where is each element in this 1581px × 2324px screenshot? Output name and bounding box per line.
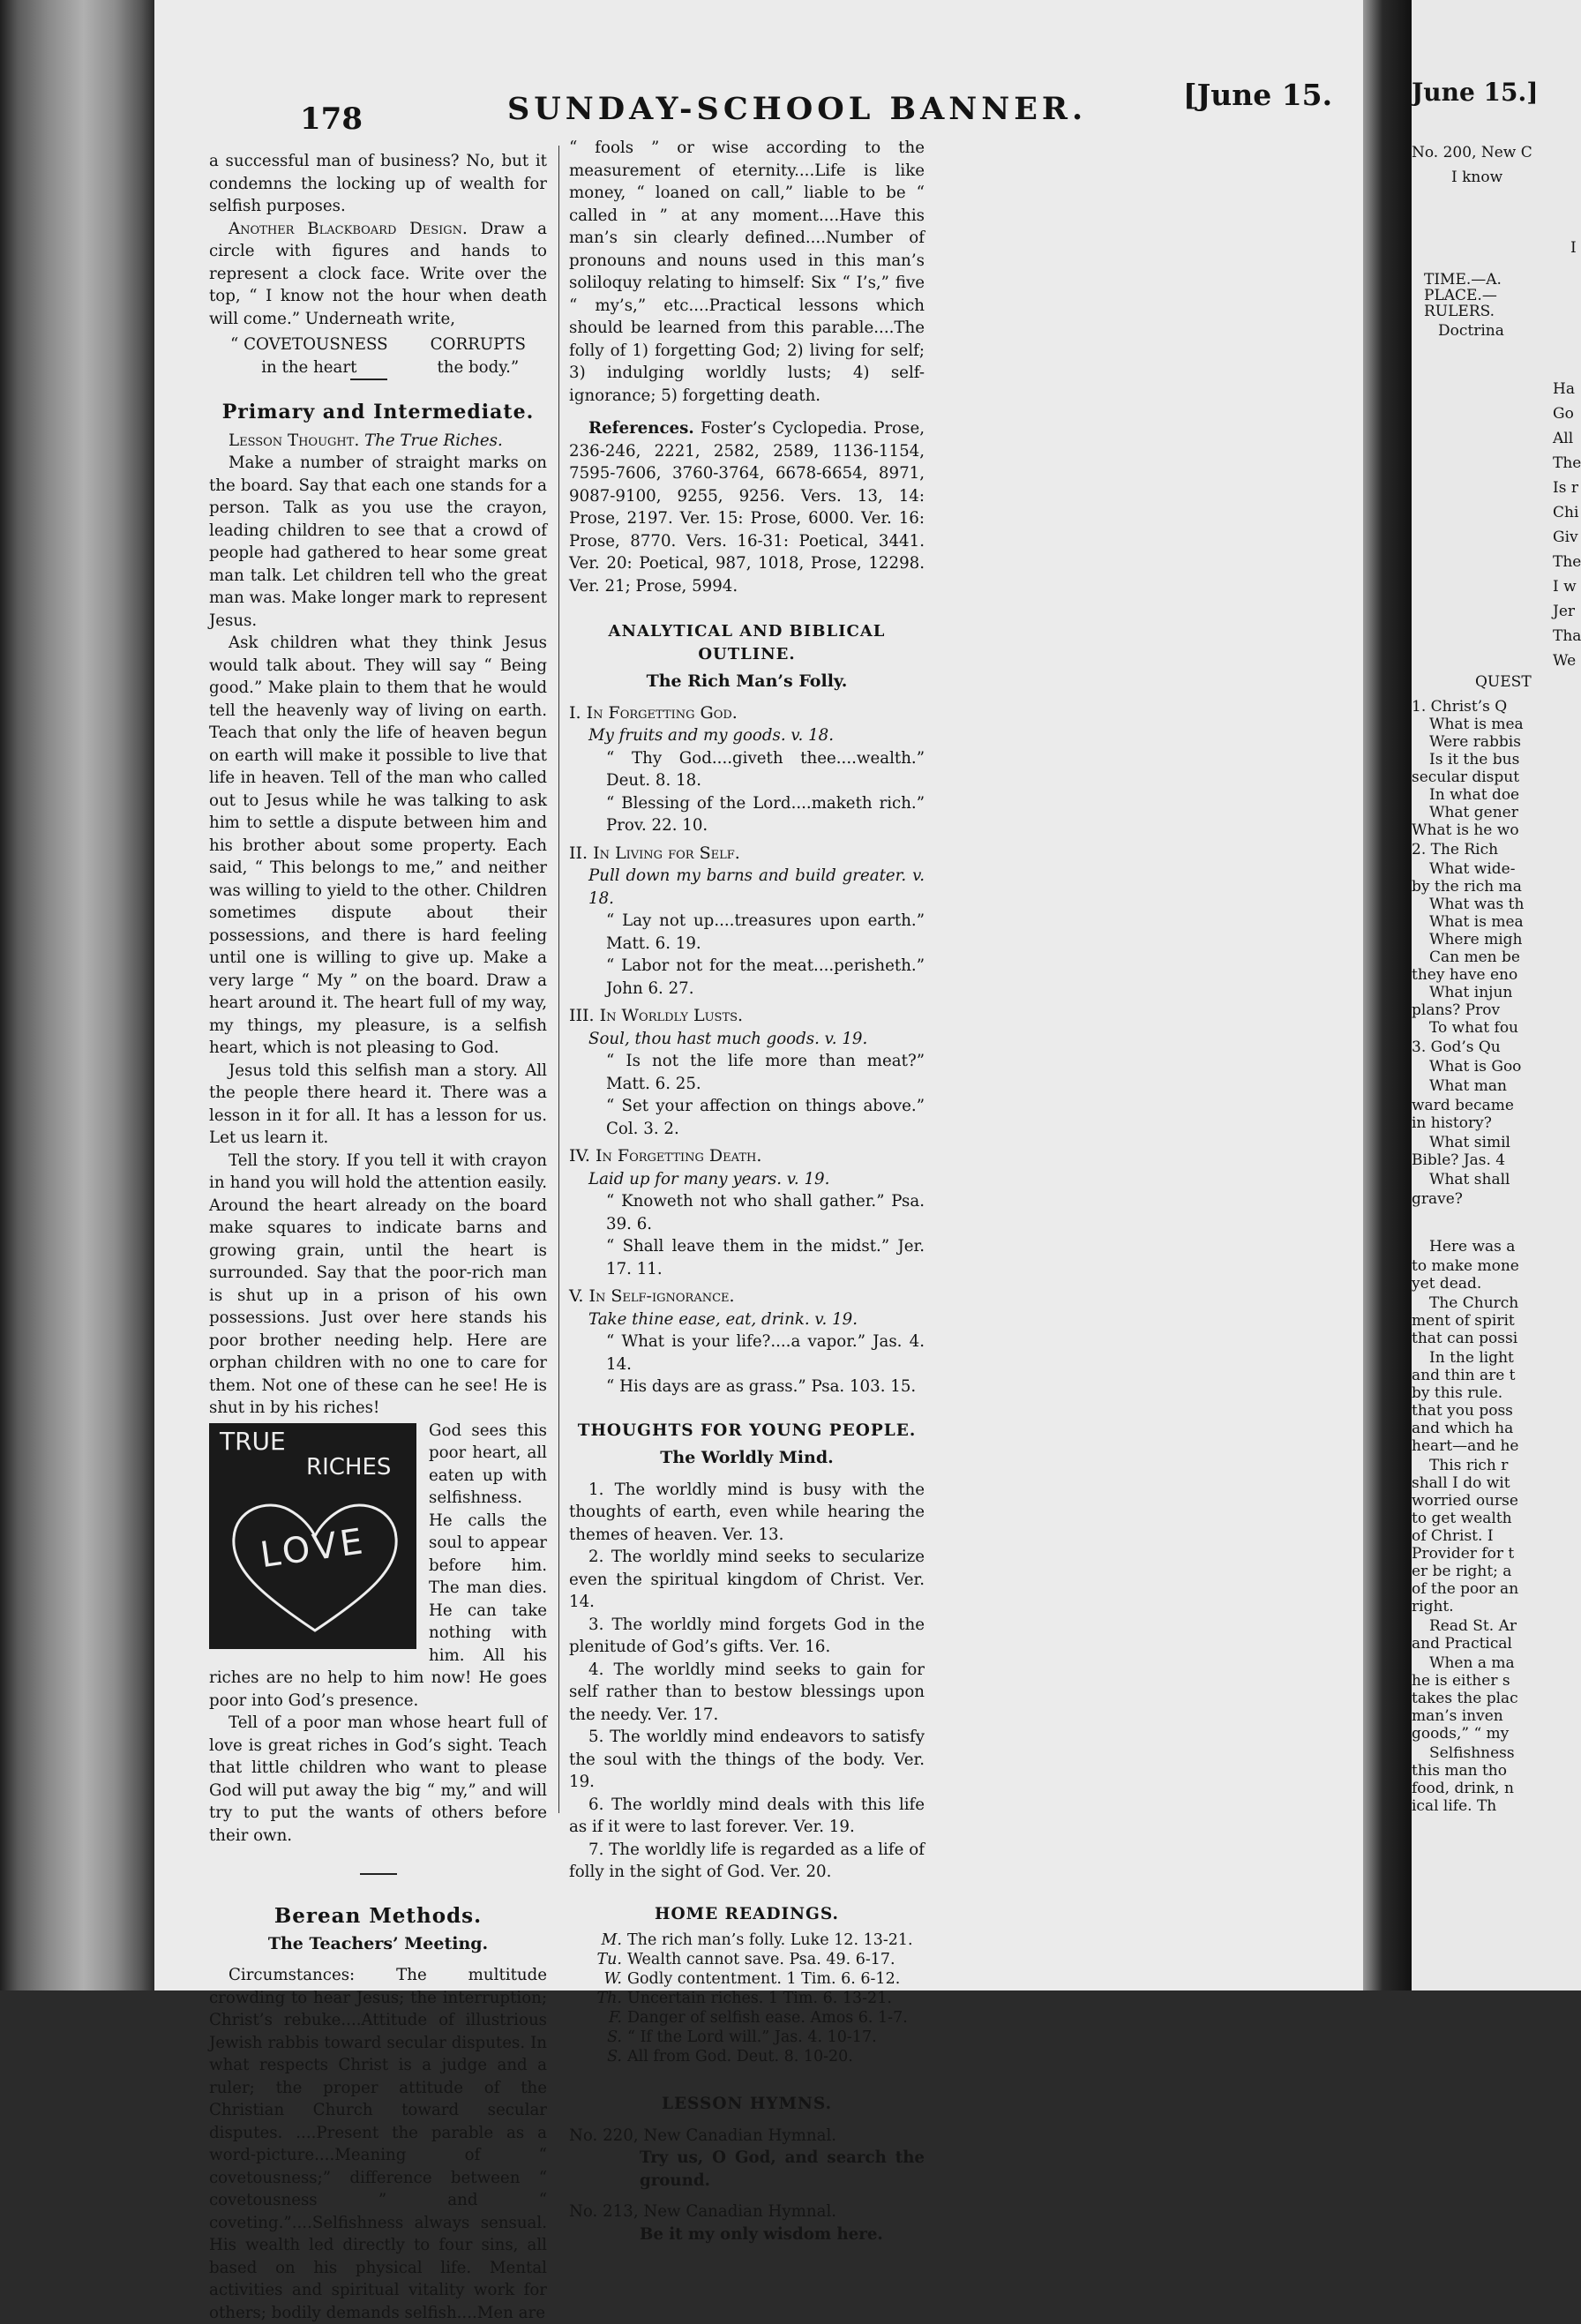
right-page-line: QUEST (1475, 673, 1532, 691)
right-page-line: man’s inven (1412, 1707, 1503, 1725)
right-page-line: to make mone (1412, 1257, 1519, 1275)
right-page-line: Provider for t (1412, 1545, 1515, 1563)
outline-reference: “ Thy God....giveth thee....wealth.” Deut. 8. 18. (606, 748, 925, 790)
thought-item: 2. The worldly mind seeks to secularize even the spiritual kingdom of Christ. Ver. 14. (569, 1548, 925, 1611)
outline-section-heading: V. In Self-ignorance. (569, 1286, 735, 1306)
outline-section-heading: I. In Forgetting God. (569, 702, 738, 723)
right-page-line: that you poss (1412, 1402, 1513, 1420)
primary-paragraph-1: Make a number of straight marks on the board. Say that each one stands for a person. Talk as you use the crayon, leading children to see that a crowd of people had gathered to hear some great man talk. Let children tell who the great man was. Make longer mark to represent Jesus. (209, 454, 547, 630)
right-page-line: that can possi (1412, 1330, 1518, 1347)
references-paragraph (569, 417, 925, 597)
right-page-line: What is Goo (1429, 1058, 1522, 1076)
right-page-line: What is mea (1429, 913, 1524, 931)
right-page-line: of Christ. I (1412, 1527, 1494, 1545)
right-page-line: What shall (1429, 1171, 1510, 1188)
right-page-line: All (1553, 430, 1574, 447)
right-page-line: and Practical (1412, 1635, 1512, 1653)
outline-text: My fruits and my goods. v. 18. (588, 726, 835, 745)
right-page-line: RULERS. (1424, 303, 1495, 320)
reading-day: W. (603, 1970, 622, 1988)
home-readings-heading: HOME READINGS. (655, 1904, 839, 1923)
right-page-line: 3. God’s Qu (1412, 1038, 1501, 1056)
reading-text: Godly contentment. 1 Tim. 6. 6-12. (627, 1970, 901, 1988)
page-number: 178 (300, 101, 363, 137)
right-page-line: TIME.—A. (1424, 271, 1502, 289)
reading-text: Danger of selfish ease. Amos 6. 1-7. (627, 2009, 908, 2027)
reading-day: Tu. (596, 1951, 622, 1968)
reading-text: Wealth cannot save. Psa. 49. 6-17. (627, 1951, 895, 1968)
quote-word-covetousness: “ COVETOUSNESS (230, 335, 388, 354)
lesson-thought (209, 430, 547, 453)
design-quote (209, 334, 547, 379)
right-page-line: 1. Christ’s Q (1412, 698, 1508, 716)
outline-reference: “ His days are as grass.” Psa. 103. 15. (606, 1377, 917, 1396)
right-page-line: The (1553, 454, 1581, 472)
right-page-line: Is r (1553, 479, 1578, 497)
thought-item: 7. The worldly life is regarded as a life of folly in the sight of God. Ver. 20. (569, 1840, 925, 1881)
right-page-line: secular disput (1412, 768, 1520, 786)
reading-text: The rich man’s folly. Luke 12. 13-21. (627, 1931, 913, 1949)
right-page-line: What wide- (1429, 860, 1516, 878)
left-page (154, 0, 1363, 2322)
quote-word-heart: in the heart (261, 357, 357, 377)
right-page-line: they have eno (1412, 966, 1518, 984)
reading-text: All from God. Deut. 8. 10-20. (627, 2048, 853, 2065)
box-word-love: LOVE (258, 1520, 369, 1576)
right-page-line: This rich r (1429, 1457, 1509, 1474)
right-page-line: I know (1451, 169, 1503, 186)
right-page-line: Bible? Jas. 4 (1412, 1151, 1506, 1169)
book-spine (0, 0, 154, 1990)
right-page-line: I (1570, 239, 1577, 257)
right-page-line: PLACE.— (1424, 287, 1497, 304)
lesson-thought-label: Lesson Thought. (229, 431, 360, 450)
right-page-line: No. 200, New C (1412, 144, 1532, 161)
column-rule (558, 146, 559, 1813)
thought-item: 5. The worldly mind endeavors to satisfy the soul with the things of the body. Ver. 19. (569, 1728, 925, 1791)
right-page-line: What gener (1429, 804, 1518, 821)
outline-reference: “ Shall leave them in the midst.” Jer. 17. 11. (606, 1237, 925, 1278)
right-page-line: Where migh (1429, 931, 1523, 948)
right-page-line: this man tho (1412, 1762, 1507, 1780)
reading-text: “ If the Lord will.” Jas. 4. 10-17. (627, 2028, 877, 2046)
outline-text: Soul, thou hast much goods. v. 19. (588, 1029, 868, 1048)
box-word-true: TRUE (220, 1426, 286, 1456)
right-page-line: To what fou (1429, 1019, 1519, 1037)
right-page-line: and which ha (1412, 1420, 1514, 1437)
outline-text: Laid up for many years. v. 19. (588, 1169, 830, 1188)
outline-section-heading: II. In Living for Self. (569, 843, 740, 863)
home-reading-row (585, 1989, 925, 2008)
primary-paragraph-6: Tell of a poor man whose heart full of love is great riches in God’s sight. Teach that little children who want to please God will put away the big “ my,” and will try to put the wants of others before their own. (209, 1713, 547, 1845)
references-text: Foster’s Cyclopedia. Prose, 236-246, 2221, 2582, 2589, 1136-1154, 7595-7606, 3760-3764, 6678-6654, 8971, 9087-9100, 9255, 9256. Vers. 13, 14: Prose, 2197. Ver. 15: Prose, 6000. Ver. 16: Prose, 8770. Vers. 16-31: Poetical, 3441. Ver. 20: Poetical, 987, 1018, Prose, 12298. Ver. 21; Prose, 5994. (569, 419, 925, 596)
home-reading-row (585, 2008, 925, 2028)
blackboard-design-paragraph (209, 218, 547, 331)
home-reading-row (585, 2028, 925, 2047)
home-reading-row (585, 2047, 925, 2066)
divider (350, 379, 387, 380)
berean-heading: Berean Methods. (273, 1904, 483, 1928)
right-page-line: The Church (1429, 1294, 1519, 1312)
right-page-line: We (1553, 652, 1577, 670)
outline-reference: “ Set your affection on things above.” Col. 3. 2. (606, 1097, 925, 1138)
right-page-line: Were rabbis (1429, 733, 1521, 751)
divider (360, 1873, 397, 1875)
right-page-line: When a ma (1429, 1654, 1515, 1672)
right-page-line: yet dead. (1412, 1275, 1482, 1293)
quote-word-corrupts: CORRUPTS (430, 335, 526, 354)
hymn-line: Be it my only wisdom here. (640, 2224, 883, 2244)
right-page-line: Chi (1553, 504, 1579, 521)
right-page-line: Here was a (1429, 1238, 1516, 1256)
thoughts-list (569, 1479, 925, 1884)
reading-text: Uncertain riches. 1 Tim. 6. 13-21. (627, 1990, 892, 2007)
home-reading-row (585, 1930, 925, 1950)
right-page-line: Is it the bus (1429, 751, 1520, 768)
right-page-line: What simil (1429, 1134, 1510, 1151)
column-left (209, 150, 547, 2324)
right-page-line: What was th (1429, 896, 1525, 913)
outline-text: Take thine ease, eat, drink. v. 19. (588, 1309, 858, 1329)
right-page-line: Tha (1553, 627, 1581, 645)
right-page-line: ment of spirit (1412, 1312, 1515, 1330)
right-page-line: What man (1429, 1077, 1507, 1095)
page-date: [June 15. (1183, 78, 1333, 112)
page-gutter (1363, 0, 1412, 1990)
primary-paragraph-5: God sees this poor heart, all eaten up with selfishness. He calls the soul to appear before him. The man dies. He can take nothing with him. All his riches are no help to him now! He goes poor into God’s presence. (209, 1421, 547, 1710)
right-page-line: What is mea (1429, 716, 1524, 733)
outline-list (569, 702, 925, 1398)
thoughts-subheading: The Worldly Mind. (660, 1448, 834, 1467)
right-page-line: and thin are t (1412, 1367, 1516, 1384)
outline-reference: “ Blessing of the Lord....maketh rich.” Prov. 22. 10. (606, 793, 925, 835)
true-riches-blackboard-illustration (209, 1423, 416, 1649)
right-page-line: in history? (1412, 1114, 1492, 1132)
hymn-line: Try us, O God, and search the ground. (640, 2148, 925, 2190)
right-page-line: to get wealth (1412, 1510, 1512, 1527)
right-page-date: June 15.] (1412, 78, 1539, 107)
right-page-line: Go (1553, 405, 1574, 423)
lesson-thought-title: The True Riches. (364, 431, 503, 450)
right-page-line: Doctrina (1438, 322, 1504, 340)
right-page-line: Jer (1553, 603, 1576, 620)
blackboard-design-text: Draw a circle with figures and hands to represent a clock face. Write over the top, “ I know not the hour when death will come.” Underneath write, (209, 219, 548, 328)
right-page-line: The (1553, 553, 1581, 571)
teachers-meeting-heading: The Teachers’ Meeting. (267, 1933, 489, 1953)
outline-section-heading: III. In Worldly Lusts. (569, 1006, 744, 1025)
right-page-line: Can men be (1429, 948, 1520, 966)
intro-paragraph: a successful man of business? No, but it condemns the locking up of wealth for selfish purposes. (209, 152, 547, 215)
right-page-line: What injun (1429, 984, 1513, 1001)
right-page-line: food, drink, n (1412, 1780, 1514, 1797)
right-page-line: goods,” “ my (1412, 1725, 1510, 1743)
outline-reference: “ Labor not for the meat....perisheth.” John 6. 27. (606, 956, 925, 998)
right-page-line: What is he wo (1412, 821, 1519, 839)
running-title: SUNDAY-SCHOOL BANNER. (507, 91, 1088, 127)
right-page-line: Giv (1553, 529, 1578, 546)
thoughts-heading: THOUGHTS FOR YOUNG PEOPLE. (577, 1421, 917, 1440)
reading-day: S. (607, 2048, 622, 2065)
right-page-line: ward became (1412, 1097, 1514, 1114)
home-reading-row (585, 1950, 925, 1969)
blackboard-design-label: Another Blackboard Design. (229, 219, 468, 238)
home-reading-row (585, 1969, 925, 1989)
right-page-line: In the light (1429, 1349, 1514, 1367)
teachers-meeting-paragraph: Circumstances: The multitude crowding to hear Jesus; the interruption; Christ’s rebuke....Attitude of illustrious Jewish rabbis toward secular disputes. In what respects Christ is a judge and a ruler; the proper attitude of the Christian Church toward secular disputes. ....Present the parable as a word-picture....Meaning of “ covetousness;” difference between “ covetousness ” and “ coveting.”....Selfishness always sensual. His wealth led directly to four sins, all based on his physical life. Mental activities and spiritual vitality work for others; bodily demands selfish....Men are (209, 1966, 547, 2322)
references-label: References. (588, 419, 694, 438)
reading-day: F. (609, 2009, 622, 2027)
reading-day: M. (601, 1931, 622, 1949)
right-page-line: er be right; a (1412, 1563, 1512, 1580)
right-page-line: of the poor an (1412, 1580, 1519, 1598)
right-page-line: takes the plac (1412, 1690, 1518, 1707)
right-page-line: In what doe (1429, 786, 1520, 804)
outline-reference: “ What is your life?....a vapor.” Jas. 4. 14. (606, 1332, 925, 1374)
outline-reference: “ Is not the life more than meat?” Matt. 6. 25. (606, 1052, 925, 1093)
outline-subheading: The Rich Man’s Folly. (646, 671, 848, 691)
reading-day: S. (607, 2028, 622, 2046)
right-page-line: ical life. Th (1412, 1797, 1497, 1815)
primary-heading: Primary and Intermediate. (221, 401, 535, 424)
right-page-line: right. (1412, 1598, 1454, 1616)
right-page-line: worried ourse (1412, 1492, 1518, 1510)
thought-item: 1. The worldly mind is busy with the thoughts of earth, even while hearing the themes of heaven. Ver. 13. (569, 1480, 925, 1544)
column-right (569, 137, 925, 2245)
outline-heading: ANALYTICAL AND BIBLICAL OUTLINE. (608, 622, 886, 663)
right-page-line: heart—and he (1412, 1437, 1519, 1455)
reading-day: Th. (596, 1990, 622, 2007)
thought-item: 3. The worldly mind forgets God in the plenitude of God’s gifts. Ver. 16. (569, 1615, 925, 1656)
continued-paragraph: “ fools ” or wise according to the measurement of eternity....Life is like money, “ loaned on call,” liable to be “ called in ” at any moment....Have this man’s sin clearly defined....Number of pronouns and nouns used in this man’s soliloquy relating to himself: Six “ I’s,” five “ my’s,” etc....Practical lessons which should be learned from this parable....The folly of 1) forgetting God; 2) living for self; 3) indulging worldly lusts; 4) self-ignorance; 5) forgetting death. (569, 139, 925, 405)
thought-item: 4. The worldly mind seeks to gain for self rather than to bestow blessings upon the needy. Ver. 17. (569, 1660, 925, 1724)
right-page-line: by the rich ma (1412, 878, 1522, 896)
right-page-line: by this rule. (1412, 1384, 1503, 1402)
right-page-line: grave? (1412, 1190, 1463, 1208)
primary-paragraph-2: Ask children what they think Jesus would talk about. They will say “ Being good.” Make plain to them that he would tell the heavenly way of living on earth. Teach that only the life of heaven begun on earth will make it possible to live that life in heaven. Tell of the man who called out to Jesus while he was talking to ask him to settle a dispute between him and his brother about some property. Each said, “ This belongs to me,” and neither was willing to yield to the other. Children sometimes dispute about their possessions, and there is hard feeling until one is willing to give up. Make a very large “ My ” on the board. Draw a heart around it. The heart full of my way, my things, my pleasure, is a selfish heart, which is not pleasing to God. (209, 633, 547, 1057)
quote-word-body: the body.” (437, 357, 520, 377)
lesson-hymns-heading: LESSON HYMNS. (661, 2095, 833, 2113)
right-page-line: Selfishness (1429, 1744, 1515, 1762)
thought-item: 6. The worldly mind deals with this life as if it were to last forever. Ver. 19. (569, 1795, 925, 1836)
hymn-number: No. 220, New Canadian Hymnal. (569, 2125, 837, 2145)
right-page-line: I w (1553, 578, 1577, 596)
primary-paragraph-3: Jesus told this selfish man a story. All the people there heard it. There was a lesson in it for all. It has a lesson for us. Let us learn it. (209, 1061, 547, 1147)
right-page-line: Read St. Ar (1429, 1617, 1517, 1635)
right-page-line: shall I do wit (1412, 1474, 1510, 1492)
right-page-fragment (1412, 0, 1581, 1990)
right-page-line: Ha (1553, 380, 1575, 398)
outline-text: Pull down my barns and build greater. v. 18. (588, 866, 925, 908)
right-page-line: 2. The Rich (1412, 841, 1499, 858)
box-word-riches: RICHES (306, 1453, 392, 1481)
outline-reference: “ Lay not up....treasures upon earth.” Matt. 6. 19. (606, 911, 925, 953)
home-readings-list (569, 1930, 925, 2066)
primary-paragraph-4: Tell the story. If you tell it with crayon in hand you will hold the attention easily. Around the heart already on the board make squares to indicate barns and growing grain, until the heart is surrounded. Say that the poor-rich man is shut up in a prison of his own possessions. Just over here stands his poor brother needing help. Here are orphan children with no one to care for them. Not one of these can he see! He is shut in by his riches! (209, 1151, 547, 1417)
outline-reference: “ Knoweth not who shall gather.” Psa. 39. 6. (606, 1192, 925, 1233)
lesson-hymns-list (569, 2125, 925, 2246)
outline-section-heading: IV. In Forgetting Death. (569, 1146, 762, 1166)
right-page-line: he is either s (1412, 1672, 1510, 1690)
hymn-number: No. 213, New Canadian Hymnal. (569, 2202, 837, 2221)
right-page-line: plans? Prov (1412, 1001, 1501, 1019)
